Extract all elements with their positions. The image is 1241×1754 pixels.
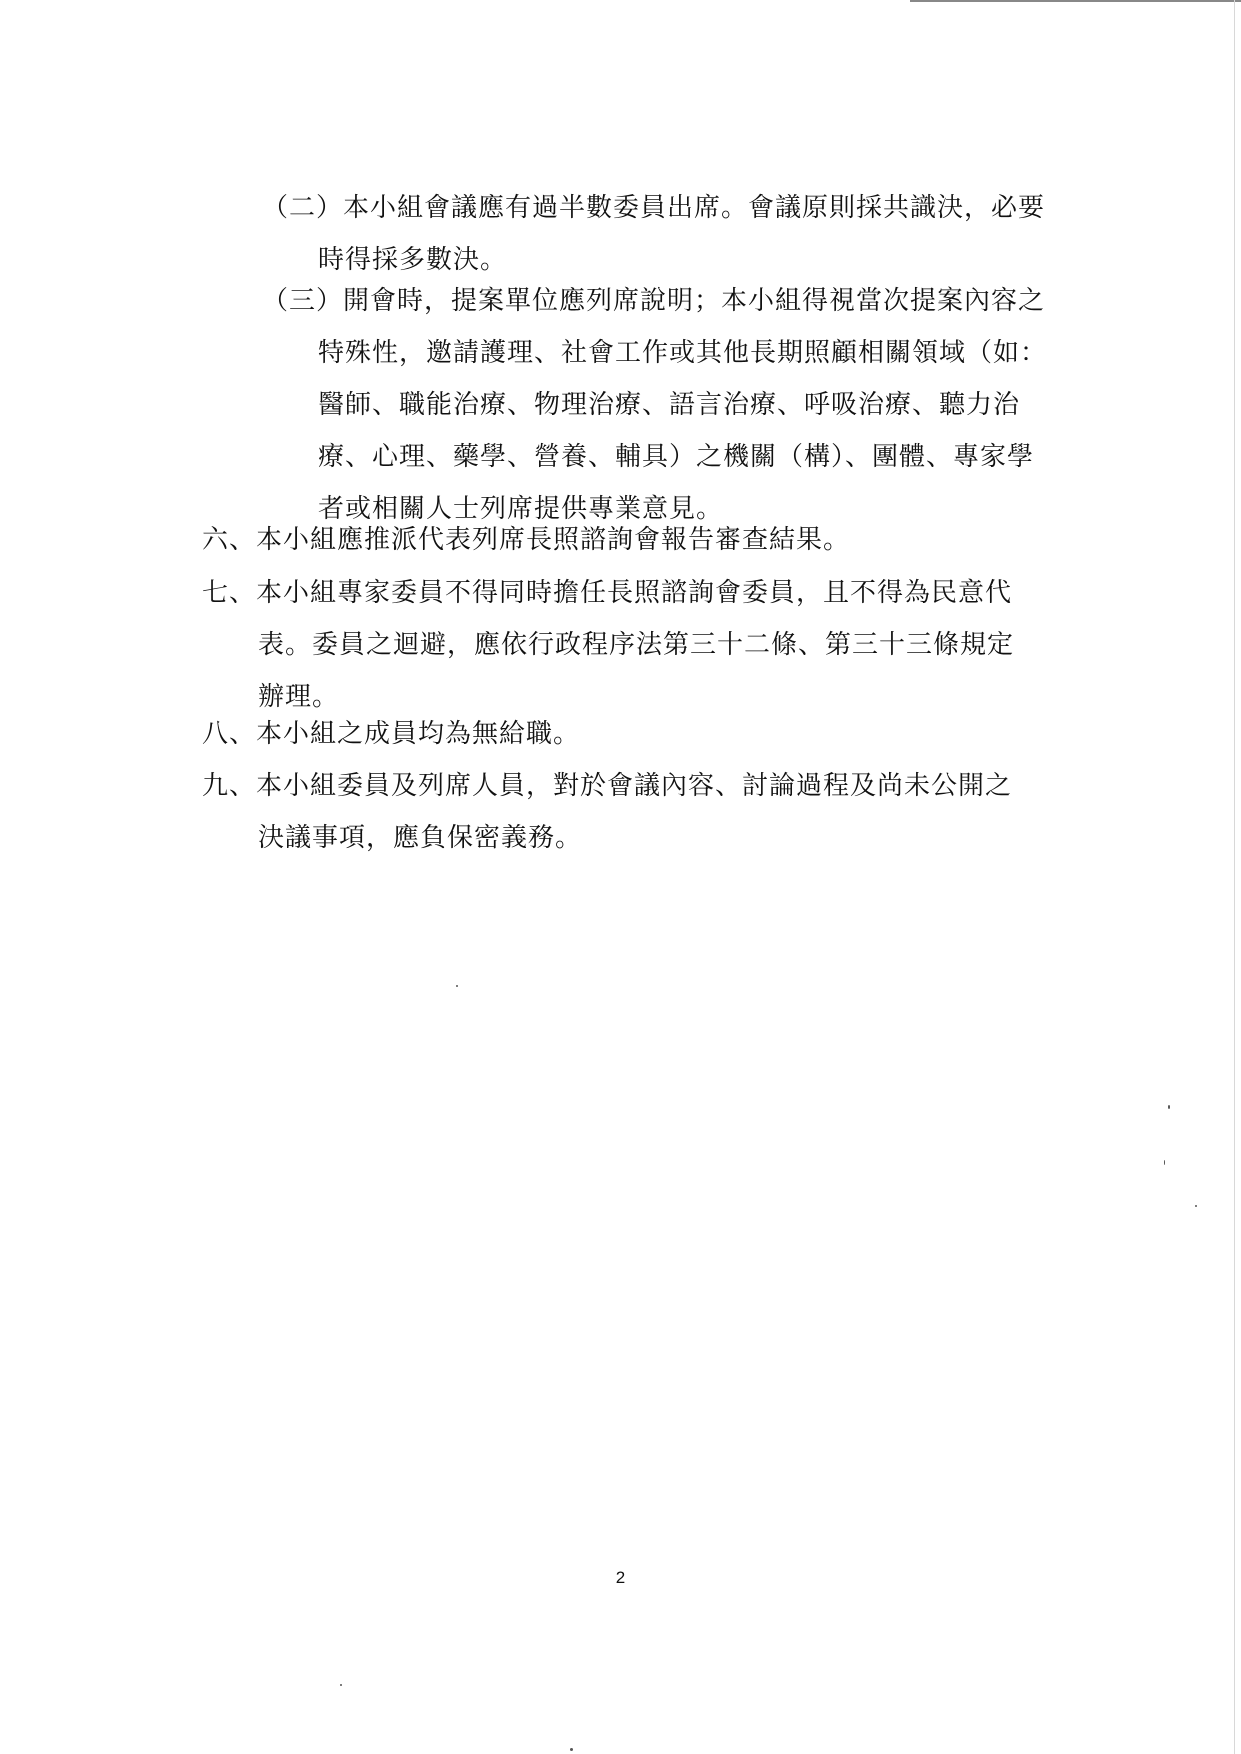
subclause-3-line-5: 者或相關人士列席提供專業意見。 (318, 494, 724, 524)
subclause-2-line-2: 時得採多數決。 (318, 245, 508, 275)
article-7-line-1: 七、本小組專家委員不得同時擔任長照諮詢會委員，且不得為民意代 (202, 578, 1013, 608)
subclause-3 (262, 275, 1048, 535)
scan-speck (1195, 1205, 1197, 1207)
scan-speck (570, 1748, 573, 1751)
article-7-line-3: 辦理。 (258, 682, 340, 712)
subclause-3-line-2: 特殊性，邀請護理、社會工作或其他長期照顧相關領域（如： (318, 338, 1048, 368)
scan-edge-line (1234, 0, 1235, 1754)
article-6-line-1: 六、本小組應推派代表列席長照諮詢會報告審查結果。 (202, 525, 851, 555)
article-8 (202, 708, 1042, 760)
scan-speck (1164, 1160, 1165, 1165)
article-9-line-2: 決議事項，應負保密義務。 (258, 823, 583, 853)
article-7-line-2: 表。委員之迴避，應依行政程序法第三十二條、第三十三條規定 (258, 630, 1015, 660)
subclause-3-line-1: （三）開會時，提案單位應列席說明；本小組得視當次提案內容之 (262, 286, 1046, 316)
article-9 (202, 760, 1042, 864)
scan-speck (340, 1684, 342, 1686)
article-9-line-1: 九、本小組委員及列席人員，對於會議內容、討論過程及尚未公開之 (202, 771, 1013, 801)
article-7 (202, 567, 1042, 723)
scan-speck (456, 985, 458, 987)
subclause-2 (262, 182, 1046, 286)
scan-speck (1168, 1105, 1170, 1109)
subclause-3-line-3: 醫師、職能治療、物理治療、語言治療、呼吸治療、聽力治 (318, 390, 1021, 420)
subclause-3-line-4: 療、心理、藥學、營養、輔具）之機關（構）、團體、專家學 (318, 442, 1035, 472)
article-6 (202, 514, 1042, 566)
subclause-2-line-1: （二）本小組會議應有過半數委員出席。會議原則採共識決，必要 (262, 193, 1046, 223)
page-number: 2 (615, 1568, 626, 1587)
article-8-line-1: 八、本小組之成員均為無給職。 (202, 719, 581, 749)
scan-edge-line (910, 0, 1241, 2)
